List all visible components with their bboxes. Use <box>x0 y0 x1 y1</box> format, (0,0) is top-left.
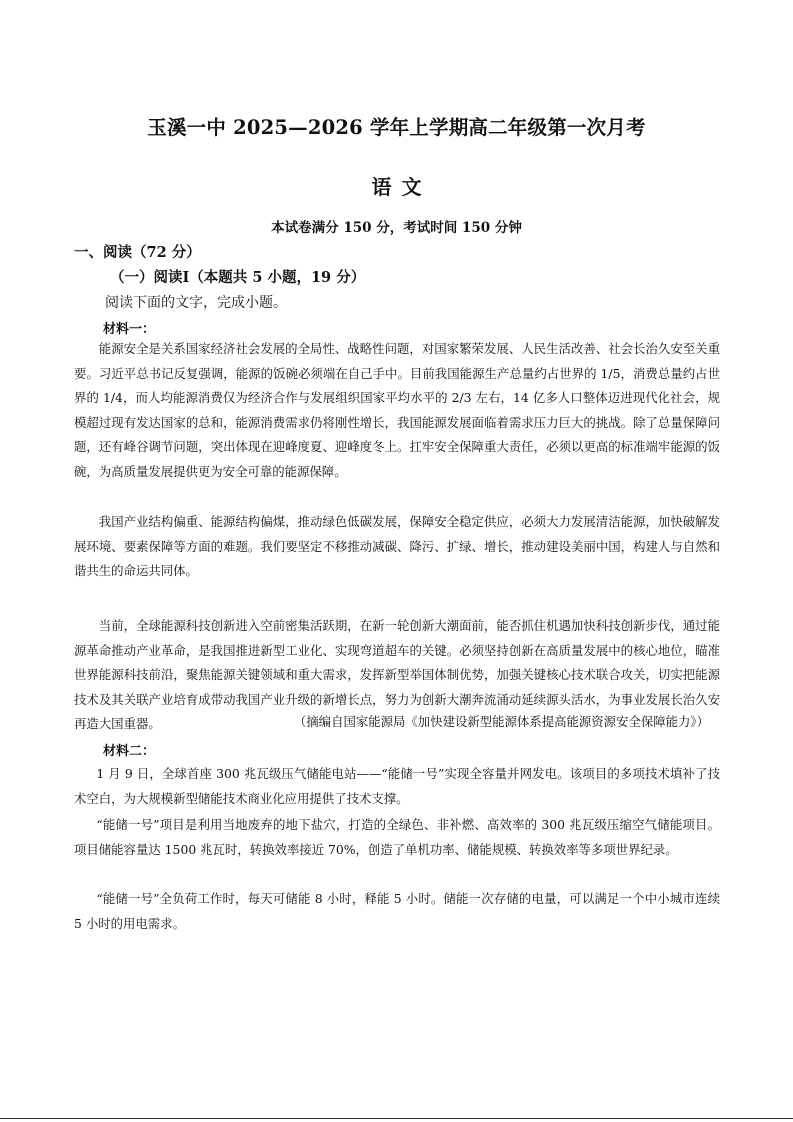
reading-instruction: 阅读下面的文字，完成小题。 <box>105 295 287 311</box>
material-1-paragraph: 当前，全球能源科技创新进入空前密集活跃期，在新一轮创新大潮面前，能否抓住机遇加快科技创新步伐，通过能源革命推动产业革命，是我国推进新型工业化、实现弯道超车的关键。必须坚持创新在高质量发展中的核心地位，瞄准世界能源科技前沿，聚焦能源关键领域和重大需求，发挥新型举国体制优势，加强关键核心技术联合攻关，切实把能源技术及其关联产业培育成带动我国产业升级的新增长点，努力为创新大潮奔流涌动延续源头活水，为事业发展长治久安再造大国重器。 <box>74 618 720 731</box>
material-2-paragraph: 1 月 9 日，全球首座 300 兆瓦级压气储能电站——“能储一号”实现全容量并网发电。该项目的多项技术填补了技术空白，为大规模新型储能技术商业化应用提供了技术支撑。 <box>74 766 720 806</box>
exam-title: 玉溪一中 2025—2026 学年上学期高二年级第一次月考 <box>147 116 646 139</box>
material-2-label: 材料二： <box>103 744 156 759</box>
section-heading: 一、阅读（72 分） <box>74 244 201 261</box>
material-1-paragraph: 我国产业结构偏重、能源结构偏煤，推动绿色低碳发展，保障安全稳定供应，必须大力发展清洁能源，加快破解发展环境、要素保障等方面的难题。我们要坚定不移推动减碳、降污、扩绿、增长，推动建设美丽中国，构建人与自然和谐共生的命运共同体。 <box>74 514 720 578</box>
exam-info: 本试卷满分 150 分，考试时间 150 分钟 <box>271 220 522 236</box>
part-heading: （一）阅读Ⅰ（本题共 5 小题，19 分） <box>110 269 366 286</box>
subject-title: 语文 <box>371 175 432 199</box>
material-1-paragraph: 能源安全是关系国家经济社会发展的全局性、战略性问题，对国家繁荣发展、人民生活改善、社会长治久安至关重要。习近平总书记反复强调，能源的饭碗必须端在自己手中。目前我国能源生产总量约占世界的 1/5，消费总量约占世界的 1/4，而人均能源消费仅为经济合作与发展组织国家平均水平的 2/3 左右，14 亿多人口整体迈进现代化社会，规模超过现有发达国家的总和，能源消费需求仍将刚性增长，我国能源发展面临着需求压力巨大的挑战。除了总量保障问题，还有峰谷调节问题，突出体现在迎峰度夏、迎峰度冬上。扛牢安全保障重大责任，必须以更高的标准端牢能源的饭碗，为高质量发展提供更为安全可靠的能源保障。 <box>74 341 720 479</box>
page-bottom-rule <box>0 1118 793 1119</box>
material-2-paragraph: “能储一号”项目是利用当地废弃的地下盐穴，打造的全绿色、非补燃、高效率的 300 兆瓦级压缩空气储能项目。项目储能容量达 1500 兆瓦时，转换效率接近 70%，创造了单机功率、储能规模、转换效率等多项世界纪录。 <box>74 817 720 857</box>
material-1-source: （摘编自国家能源局《加快建设新型能源体系提高能源资源安全保障能力》） <box>293 714 709 729</box>
material-1-label: 材料一： <box>103 322 156 337</box>
material-2-paragraph: “能储一号”全负荷工作时，每天可储能 8 小时，释能 5 小时。储能一次存储的电量，可以满足一个中小城市连续 5 小时的用电需求。 <box>74 891 720 931</box>
